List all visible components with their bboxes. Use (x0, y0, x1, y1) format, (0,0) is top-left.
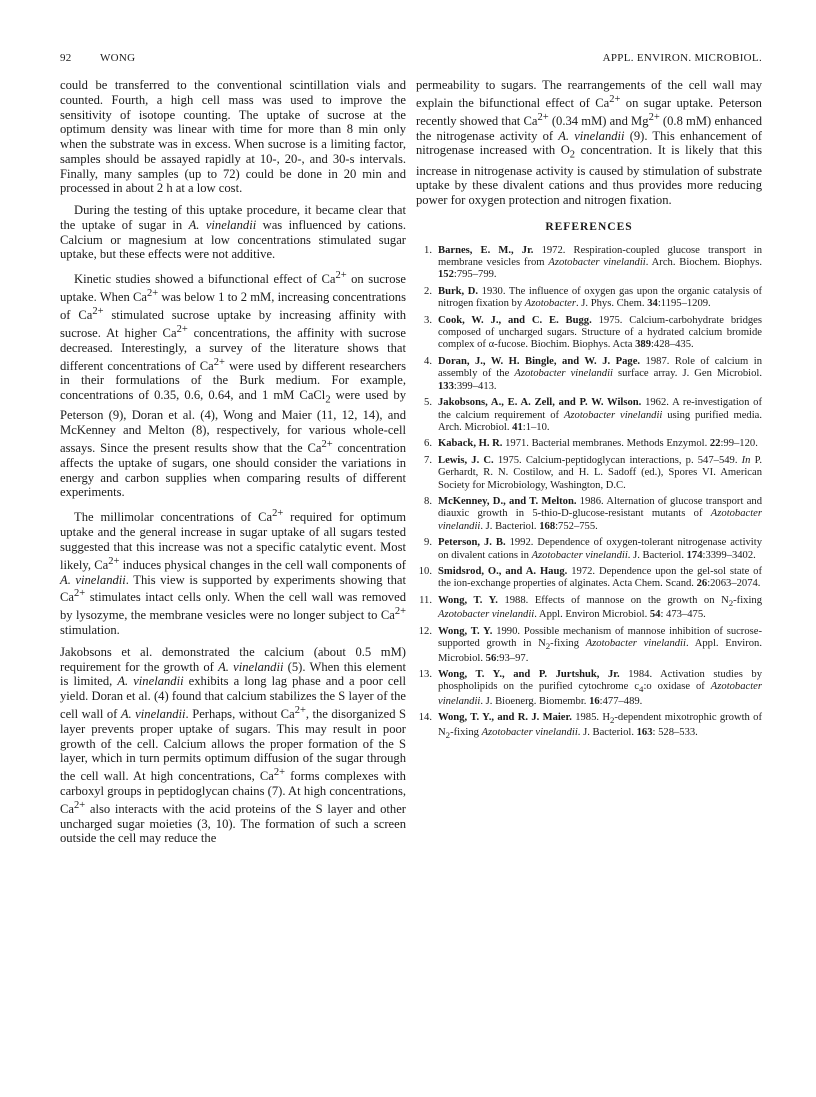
page-number: 92 (60, 52, 72, 64)
paragraph-cation-effect: During the testing of this uptake procedure, it became clear that the uptake of sugar in A. vinelandii was influenced by cations. Calcium or magnesium at low concentrations stimulated sugar uptake, but these effects were not additive. (60, 203, 406, 262)
paragraph-calcium-requirement: Jakobsons et al. demonstrated the calcium (about 0.5 mM) requirement for the growth of A. vinelandii (5). When this element is limited, A. vinelandii exhibits a long lag phase and a poor cell yield. Doran et al. (4) found that calcium stabilizes the S layer of the cell wall of A. vinelandii. Perhaps, without $Ca^{2+}$, the disorganized S layer prevents proper uptake of sugars. This may result in poor growth of the cell. Calcium allows the proper formation of the S layer, which in turn permits optimum diffusion of the sugar through the cell wall. At high concentrations, $Ca^{2+}$ forms complexes with carboxyl groups in peptidoglycan chains (7). At high concentrations, $Ca^{2+}$ also interacts with the acid proteins of the S layer and other uncharged sugar moieties (3, 10). The formation of such a screen outside the cell may reduce the (60, 644, 407, 846)
paragraph-permeability: permeability to sugars. The rearrangements of the cell wall may explain the bifunctional effect of $Ca^{2+}$ on sugar uptake. Peterson recently showed that $Ca^{2+}$ (0.34 mM) and $Mg^{2+}$ (0.8 mM) enhanced the nitrogenase activity of A. vinelandii (9). This enhancement of nitrogenase increased with $O_2$ concentration. It is likely that this increase in nitrogenase activity is caused by stimulation of substrate uptake by these divalent cations and thus provides more reducing power for oxygen protection and nitrogen fixation. (416, 78, 762, 208)
paragraph-methods-continued: could be transferred to the conventional scintillation vials and counted. Fourth, a high cell mass was used to improve the sensitivity of isotope counting. The uptake of sucrose at the optimum density was linear with time for more than 8 min only when the substrate was in excess. When sucrose is a limiting factor, samples should be assayed rapidly at 10-, 20-, and 30-s intervals. Finally, many samples (up to 72) could be done in 20 min and processed in about 2 h at a low cost. (60, 78, 406, 196)
paragraph-millimolar: The millimolar concentrations of $Ca^{2+}$ required for optimum uptake and the general increase in sugar uptake of all sugars tested suggested that this increase was not a specific catalytic event. Most likely, $Ca^{2+}$ induces physical changes in the cell wall components of A. vinelandii. This view is supported by experiments showing that $Ca^{2+}$ stimulates intact cells only. When the cell wall was removed by lysozyme, the membrane vesicles were no longer subject to $Ca^{2+}$ stimulation. (60, 508, 406, 638)
reference-item: 10. Smidsrod, O., and A. Haug. 1972. Dependence upon the gel-sol state of the ion-exchange properties of alginates. Acta Chem. Scand. 26:2063–2074. (418, 565, 762, 590)
reference-item: 2. Burk, D. 1930. The influence of oxygen gas upon the organic catalysis of nitrogen fixation by Azotobacter. J. Phys. Chem. 34:1195–1209. (424, 285, 762, 310)
reference-item: 5. Jakobsons, A., E. A. Zell, and P. W. Wilson. 1962. A re-investigation of the calcium requirement of Azotobacter vinelandii using purified media. Arch. Microbiol. 41:1–10. (424, 397, 762, 433)
reference-item: 7. Lewis, J. C. 1975. Calcium-peptidoglycan interactions, p. 547–549. In P. Gerhardt, R. N. Costilow, and H. L. Sadoff (ed.), Spores VI. American Society for Microbiology, Washington, D.C. (424, 454, 763, 491)
reference-item: 6. Kaback, H. R. 1971. Bacterial membranes. Methods Enzymol. 22:99–120. (424, 438, 758, 450)
reference-item: 14. Wong, T. Y., and R. J. Maier. 1985. $H_2$-dependent mixotrophic growth of $N_2$-fixing Azotobacter vinelandii. J. Bacteriol. 163: 528–533. (418, 712, 762, 740)
left-column (60, 78, 406, 853)
reference-item: 9. Peterson, J. B. 1992. Dependence of oxygen-tolerant nitrogenase activity on divalent cations in Azotobacter vinelandii. J. Bacteriol. 174:3399–3402. (424, 537, 762, 561)
reference-item: 11. Wong, T. Y. 1988. Effects of mannose on the growth on $N_2$-fixing Azotobacter vinelandii. Appl. Environ Microbiol. 54: 473–475. (419, 594, 762, 621)
reference-item: 13. Wong, T. Y., and P. Jurtshuk, Jr. 1984. Activation studies by phospholipids on the purified cytochrome $c_4:o$ oxidase of Azotobacter vinelandii. J. Bioenerg. Biomembr. 16:477–489. (418, 669, 762, 707)
right-column (416, 78, 762, 745)
running-head (60, 52, 762, 70)
reference-item: 8. McKenney, D., and T. Melton. 1986. Alternation of glucose transport and diauxic growth in 5-thio-D-glucose-resistant mutants of Azotobacter vinelandii. J. Bacteriol. 168:752–755. (424, 495, 762, 532)
reference-item: 3. Cook, W. J., and C. E. Bugg. 1975. Calcium-carbohydrate bridges composed of uncharged sugars. Structure of a hydrated calcium bromide complex of α-fucose. Biochim. Biophys. Acta 389:428–435. (424, 314, 763, 351)
reference-list (416, 245, 762, 742)
references-heading: REFERENCES (545, 220, 633, 233)
paragraph-kinetic-studies: Kinetic studies showed a bifunctional effect of $Ca^{2+}$ on sucrose uptake. When $Ca^{2+}$ was below 1 to 2 mM, increasing concentrations of $Ca^{2+}$ stimulated sucrose uptake by increasing affinity with sucrose. At higher $Ca^{2+}$ concentrations, the affinity with sucrose decreased. Interestingly, a survey of the literature shows that different concentrations of $Ca^{2+}$ were used by different researchers in their formulations of the Burk medium. For example, concentrations of 0.35, 0.6, 0.64, and 1 mM CaCl$_2$ were used by Peterson (9), Doran et al. (4), Wong and Maier (11, 12, 14), and McKenney and Melton (8), respectively, for various whole-cell assays. Since the present results show that the $Ca^{2+}$ concentration affects the uptake of sugars, one should consider the variations in energy and carbon supplies when comparing results of different experiments. (60, 270, 406, 500)
reference-item: 1. Barnes, E. M., Jr. 1972. Respiration-coupled glucose transport in membrane vesicles from Azotobacter vinelandii. Arch. Biochem. Biophys. 152:795–799. (424, 244, 763, 281)
journal-abbreviation: APPL. ENVIRON. MICROBIOL. (602, 52, 762, 64)
reference-item: 12. Wong, T. Y. 1990. Possible mechanism of mannose inhibition of sucrose-supported growth in $N_2$-fixing Azotobacter vinelandii. Appl. Environ. Microbiol. 56:93–97. (418, 625, 762, 664)
reference-item: 4. Doran, J., W. H. Bingle, and W. J. Page. 1987. Role of calcium in assembly of the Azotobacter vinelandii surface array. J. Gen Microbiol. 133:399–413. (424, 355, 762, 392)
running-author: WONG (100, 52, 136, 64)
